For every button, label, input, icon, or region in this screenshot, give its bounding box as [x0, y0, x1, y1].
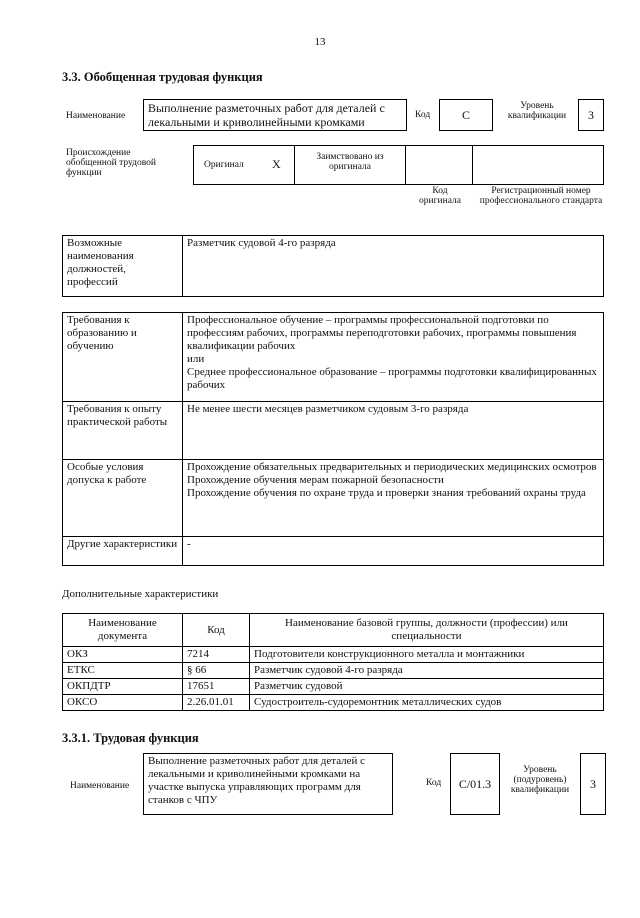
requirement-value — [183, 402, 604, 460]
cell-code: § 66 — [183, 663, 250, 679]
header-document: Наименование документа — [63, 614, 183, 647]
function-name-value: Выполнение разметочных работ для деталей с лекальными и криволинейными кромками на участке выпуска управляющих программ для станков с ЧПУ — [148, 755, 366, 806]
table-row — [63, 663, 604, 679]
requirement-line: Не менее шести месяцев разметчиком судовым 3-го разряда — [187, 403, 469, 415]
cell-name: Подготовители конструкционного металла и монтажники — [250, 647, 604, 663]
requirement-value — [183, 537, 604, 566]
level-label: Уровень квалификации — [507, 101, 567, 121]
requirement-label: Требования к образованию и обучению — [63, 313, 183, 402]
header-name: Наименование базовой группы, должности (профессии) или специальности — [250, 614, 604, 647]
requirement-line: Среднее профессиональное образование – программы подготовки квалифицированных рабочих — [187, 366, 597, 391]
code-label: Код — [415, 110, 431, 120]
name-label: Наименование — [66, 111, 126, 121]
original-label: Оригинал — [204, 160, 244, 170]
function-name-box — [143, 753, 393, 815]
positions-row — [63, 236, 604, 297]
table-row — [63, 647, 604, 663]
cell-document: ЕТКС — [63, 663, 183, 679]
requirements-table — [62, 312, 604, 566]
cell-name: Судостроитель-судоремонтник металлических судов — [250, 695, 604, 711]
function-level-value: 3 — [590, 777, 596, 791]
level-value-box — [578, 99, 604, 131]
requirement-row — [63, 402, 604, 460]
cell-document: ОКПДТР — [63, 679, 183, 695]
cell-code: 2.26.01.01 — [183, 695, 250, 711]
positions-label: Возможные наименования должностей, профессий — [63, 236, 183, 297]
cell-code: 7214 — [183, 647, 250, 663]
positions-table — [62, 235, 604, 297]
additional-title: Дополнительные характеристики — [62, 588, 219, 600]
requirement-label: Особые условия допуска к работе — [63, 460, 183, 537]
header-code: Код — [183, 614, 250, 647]
code-value-box — [439, 99, 493, 131]
code-value: C — [461, 108, 470, 122]
cell-code: 17651 — [183, 679, 250, 695]
function-level-box — [580, 753, 606, 815]
requirement-label: Другие характеристики — [63, 537, 183, 566]
cell-document: ОКСО — [63, 695, 183, 711]
origin-label: Происхождение обобщенной трудовой функции — [66, 148, 156, 178]
requirement-row — [63, 537, 604, 566]
name-value: Выполнение разметочных работ для деталей с лекальными и криволинейными кромками — [148, 101, 385, 129]
origin-divider-1 — [294, 145, 295, 185]
section-heading: 3.3. Обобщенная трудовая функция — [62, 70, 263, 84]
function-code-value: C/01.3 — [458, 777, 492, 791]
requirement-row — [63, 313, 604, 402]
requirement-line: или — [187, 353, 205, 365]
name-value-box — [143, 99, 407, 131]
level-value: 3 — [588, 108, 594, 122]
requirement-row — [63, 460, 604, 537]
requirement-label: Требования к опыту практической работы — [63, 402, 183, 460]
cell-document: ОКЗ — [63, 647, 183, 663]
requirement-line: - — [187, 538, 191, 550]
requirement-value — [183, 460, 604, 537]
page-number: 13 — [314, 36, 326, 48]
borrowed-label: Заимствовано из оригинала — [316, 152, 384, 172]
table-row — [63, 679, 604, 695]
additional-header-row — [63, 614, 604, 647]
cell-name: Разметчик судовой 4-го разряда — [250, 663, 604, 679]
function-level-label: Уровень (подуровень) квалификации — [510, 765, 570, 795]
reg-number-caption: Регистрационный номер профессионального стандарта — [479, 186, 603, 206]
function-code-label: Код — [426, 778, 442, 788]
function-heading: 3.3.1. Трудовая функция — [62, 731, 199, 745]
function-name-label: Наименование — [70, 781, 130, 791]
origin-divider-2 — [405, 145, 406, 185]
cell-name: Разметчик судовой — [250, 679, 604, 695]
requirement-line: Прохождение обучения по охране труда и проверки знания требований охраны труда — [187, 487, 586, 499]
requirement-line: Прохождение обучения мерам пожарной безопасности — [187, 474, 444, 486]
additional-table — [62, 613, 604, 711]
original-mark: X — [272, 157, 281, 171]
requirement-line: Профессиональное обучение – программы профессиональной подготовки по профессиям рабочих, программы переподготовки рабочих, программы повышения квалификации рабочих — [187, 314, 577, 352]
requirement-line: Прохождение обязательных предварительных и периодических медицинских осмотров — [187, 461, 597, 473]
function-code-box — [450, 753, 500, 815]
requirement-value — [183, 313, 604, 402]
positions-value: Разметчик судовой 4-го разряда — [183, 236, 604, 297]
table-row — [63, 695, 604, 711]
origin-divider-3 — [472, 145, 473, 185]
code-original-caption: Код оригинала — [419, 186, 461, 206]
